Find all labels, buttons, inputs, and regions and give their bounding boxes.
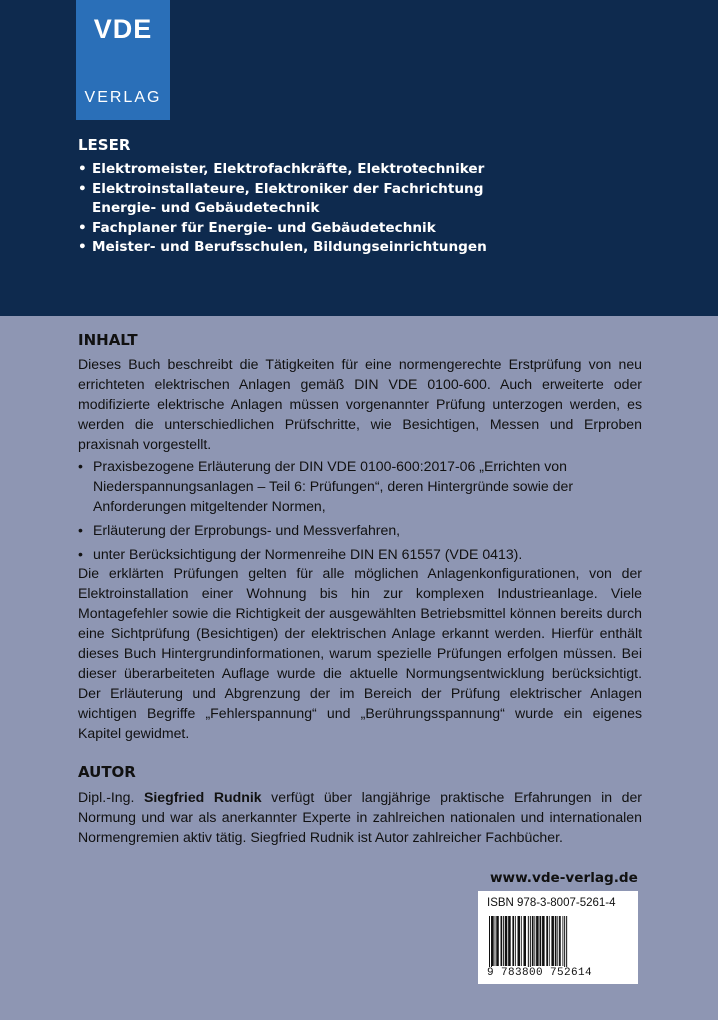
barcode-bar	[491, 916, 492, 971]
leser-item: • Fachplaner für Energie- und Gebäudetechnik	[78, 219, 638, 239]
inhalt-closing: Die erklärten Prüfungen gelten für alle möglichen Anlagenkonfigurationen, von der Elektroinstallation einer Wohnung bis hin zur komplexen Industrieanlage. Viele Montagefehler sowie die Richtigkeit der ausgewählten Betriebsmittel können bereits durch eine Sichtprüfung (Besichtigen) der elektrischen Anlage erkannt werden. Hierfür enthält dieses Buch Hintergrundinformationen, warum spezielle Prüfungen erfolgen müssen. Bei dieser überarbeiteten Auflage wurde die aktuelle Normungsentwicklung berücksichtigt. Der Erläuterung und Abgrenzung der im Bereich der Prüfung elektrischer Anlagen wichtigen Begriffe „Fehlerspannung“ und „Berührungsspannung“ wurde ein eigenes Kapitel gewidmet.	[78, 565, 642, 741]
barcode-bar	[551, 916, 554, 966]
autor-name: Siegfried Rudnik	[143, 789, 262, 805]
barcode-box	[478, 891, 638, 984]
inhalt-bullet: • Praxisbezogene Erläuterung der DIN VDE 0100-600:2017-06 „Errichten von Niederspannungsanlagen – Teil 6: Prüfungen“, deren Hintergründe sowie der Anforderungen mitgeltender Normen,	[78, 456, 642, 516]
barcode-bar	[495, 916, 496, 966]
barcode-bar	[564, 916, 565, 971]
inhalt-heading: INHALT	[78, 331, 138, 349]
barcode-bar	[508, 916, 511, 966]
barcode-bar	[532, 916, 534, 966]
barcode-bar	[505, 916, 508, 966]
leser-heading: LESER	[78, 136, 131, 154]
inhalt-bullets	[78, 456, 642, 568]
barcode-bar	[501, 916, 503, 966]
isbn-text: ISBN 978-3-8007-5261-4	[487, 897, 616, 909]
barcode-bar	[489, 916, 490, 971]
barcode-bar	[559, 916, 561, 966]
ean-text: 9 783800 752614	[487, 967, 631, 979]
leser-list	[78, 160, 638, 258]
barcode-icon	[487, 916, 631, 971]
barcode-bar	[515, 916, 516, 966]
logo-subtitle: VERLAG	[84, 89, 162, 106]
barcode-bar	[521, 916, 522, 966]
publisher-url[interactable]: www.vde-verlag.de	[490, 870, 638, 886]
inhalt-intro: Dieses Buch beschreibt die Tätigkeiten für eine normengerechte Erstprüfung von neu errichteten elektrischen Anlagen gemäß DIN VDE 0100-600. Auch erweiterte oder modifizierte elektrische Anlagen müssen vorgenannter Prüfung unterzogen werden, es werden die unterschiedlichen Prüfschritte, wie Besichtigen, Messen und Erproben praxisnah vorgestellt.	[78, 356, 642, 452]
barcode-bar	[503, 916, 504, 966]
barcode-bar	[566, 916, 567, 971]
barcode-bar	[528, 916, 529, 971]
barcode-bar	[492, 916, 494, 966]
barcode-bar	[534, 916, 535, 966]
leser-item: • Meister- und Berufsschulen, Bildungseinrichtungen	[78, 238, 638, 258]
leser-item: • Elektroinstallateure, Elektroniker der Fachrichtung Energie- und Gebäudetechnik	[78, 180, 638, 219]
inhalt-bullet: • unter Berücksichtigung der Normenreihe DIN EN 61557 (VDE 0413).	[78, 544, 642, 564]
barcode-bar	[512, 916, 514, 966]
barcode-bar	[549, 916, 550, 966]
leser-item: • Elektromeister, Elektrofachkräfte, Elektrotechniker	[78, 160, 638, 180]
barcode-bar	[530, 916, 531, 971]
barcode-bar	[518, 916, 521, 966]
barcode-bar	[557, 916, 558, 966]
barcode-bar	[536, 916, 539, 966]
barcode-bar	[523, 916, 526, 966]
vde-logo	[76, 0, 170, 120]
inhalt-bullet: • Erläuterung der Erprobungs- und Messverfahren,	[78, 520, 642, 540]
barcode-bar	[546, 916, 548, 966]
logo-brand: VDE	[93, 14, 153, 44]
autor-prefix: Dipl.-Ing.	[78, 789, 144, 805]
barcode-bar	[562, 916, 563, 966]
autor-body: verfügt über langjährige praktische Erfahrungen in der Normung und war als anerkannter Experte in zahlreichen nationalen und internationalen Normengremien aktiv tätig. Siegfried Rudnik ist Autor zahlreicher Fachbücher.	[78, 789, 642, 845]
top-band	[0, 0, 718, 316]
autor-heading: AUTOR	[78, 763, 136, 781]
barcode-bar	[540, 916, 542, 966]
barcode-bar	[555, 916, 557, 966]
autor-text	[78, 787, 642, 847]
barcode-bar	[542, 916, 545, 966]
barcode-bar	[496, 916, 499, 966]
